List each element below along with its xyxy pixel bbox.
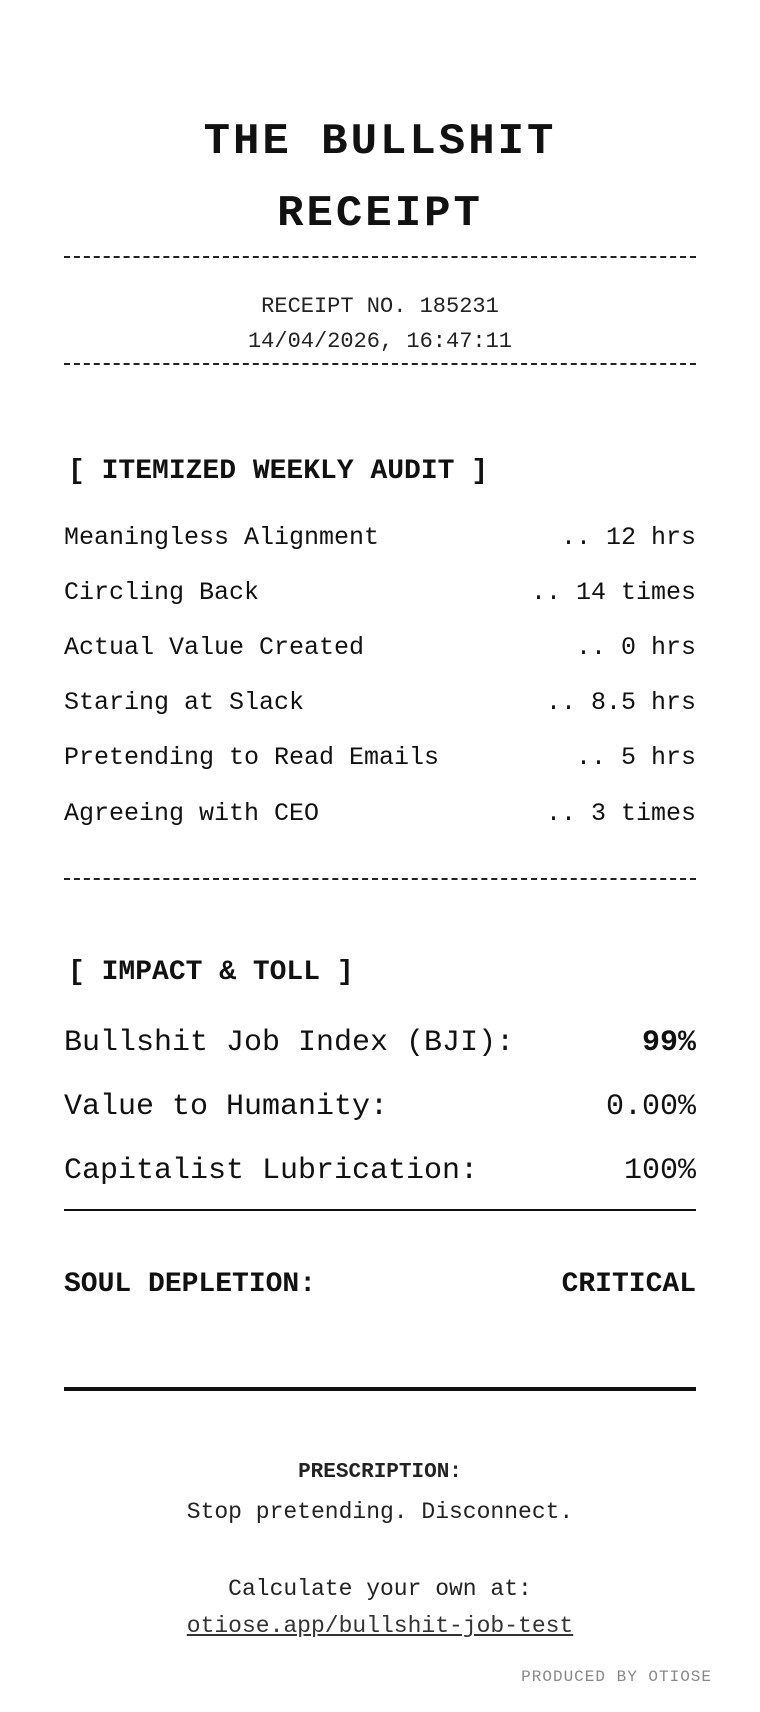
- audit-item-label: Actual Value Created: [64, 633, 365, 662]
- audit-item-value: .. 0 hrs: [575, 633, 696, 662]
- impact-heading: [ IMPACT & TOLL ]: [68, 957, 354, 988]
- audit-item: [64, 576, 696, 610]
- audit-item-value: .. 5 hrs: [575, 743, 696, 772]
- cta-link[interactable]: otiose.app/bullshit-job-test: [186, 1613, 574, 1639]
- prescription-label: PRESCRIPTION:: [298, 1461, 462, 1484]
- dashed-divider: [64, 878, 696, 880]
- impact-row-bji: [64, 1023, 696, 1063]
- impact-label: Value to Humanity:: [64, 1090, 389, 1124]
- receipt-title: [64, 106, 696, 250]
- audit-item-label: Staring at Slack: [64, 688, 305, 717]
- audit-item-label: Agreeing with CEO: [64, 799, 320, 828]
- thick-divider: [64, 1387, 696, 1391]
- soul-depletion-row: [64, 1267, 696, 1303]
- impact-row-humanity: [64, 1087, 696, 1127]
- soul-depletion-value: CRITICAL: [561, 1269, 696, 1300]
- cta-text: Calculate your own at:: [228, 1576, 532, 1602]
- bji-value: 99%: [641, 1026, 696, 1060]
- audit-item: [64, 631, 696, 665]
- audit-item-label: Meaningless Alignment: [64, 523, 380, 552]
- audit-item-label: Pretending to Read Emails: [64, 743, 440, 772]
- solid-divider: [64, 1209, 696, 1211]
- audit-item: [64, 521, 696, 555]
- audit-item-value: .. 8.5 hrs: [545, 688, 696, 717]
- impact-label: Capitalist Lubrication:: [64, 1154, 479, 1188]
- impact-label: Bullshit Job Index (BJI):: [64, 1026, 515, 1060]
- receipt-datetime: 14/04/2026, 16:47:11: [247, 329, 513, 354]
- audit-item-value: .. 12 hrs: [560, 523, 696, 552]
- receipt-number: RECEIPT NO. 185231: [261, 294, 499, 319]
- audit-heading: [ ITEMIZED WEEKLY AUDIT ]: [68, 456, 489, 487]
- audit-item-value: .. 14 times: [530, 578, 696, 607]
- produced-by: PRODUCED BY OTIOSE: [521, 1668, 712, 1686]
- audit-item-value: .. 3 times: [545, 799, 696, 828]
- prescription-text: Stop pretending. Disconnect.: [186, 1499, 574, 1525]
- audit-item: [64, 686, 696, 720]
- title-line-2: RECEIPT: [277, 189, 483, 239]
- impact-value: 100%: [623, 1154, 696, 1188]
- soul-depletion-label: SOUL DEPLETION:: [64, 1269, 317, 1300]
- impact-row-lubrication: [64, 1151, 696, 1191]
- title-line-1: THE BULLSHIT: [203, 117, 557, 167]
- dashed-divider: [64, 363, 696, 365]
- dashed-divider: [64, 256, 696, 258]
- audit-item-label: Circling Back: [64, 578, 260, 607]
- audit-item: [64, 741, 696, 775]
- audit-item: [64, 797, 696, 831]
- cta-link-wrapper: [64, 1609, 696, 1643]
- impact-value: 0.00%: [605, 1090, 696, 1124]
